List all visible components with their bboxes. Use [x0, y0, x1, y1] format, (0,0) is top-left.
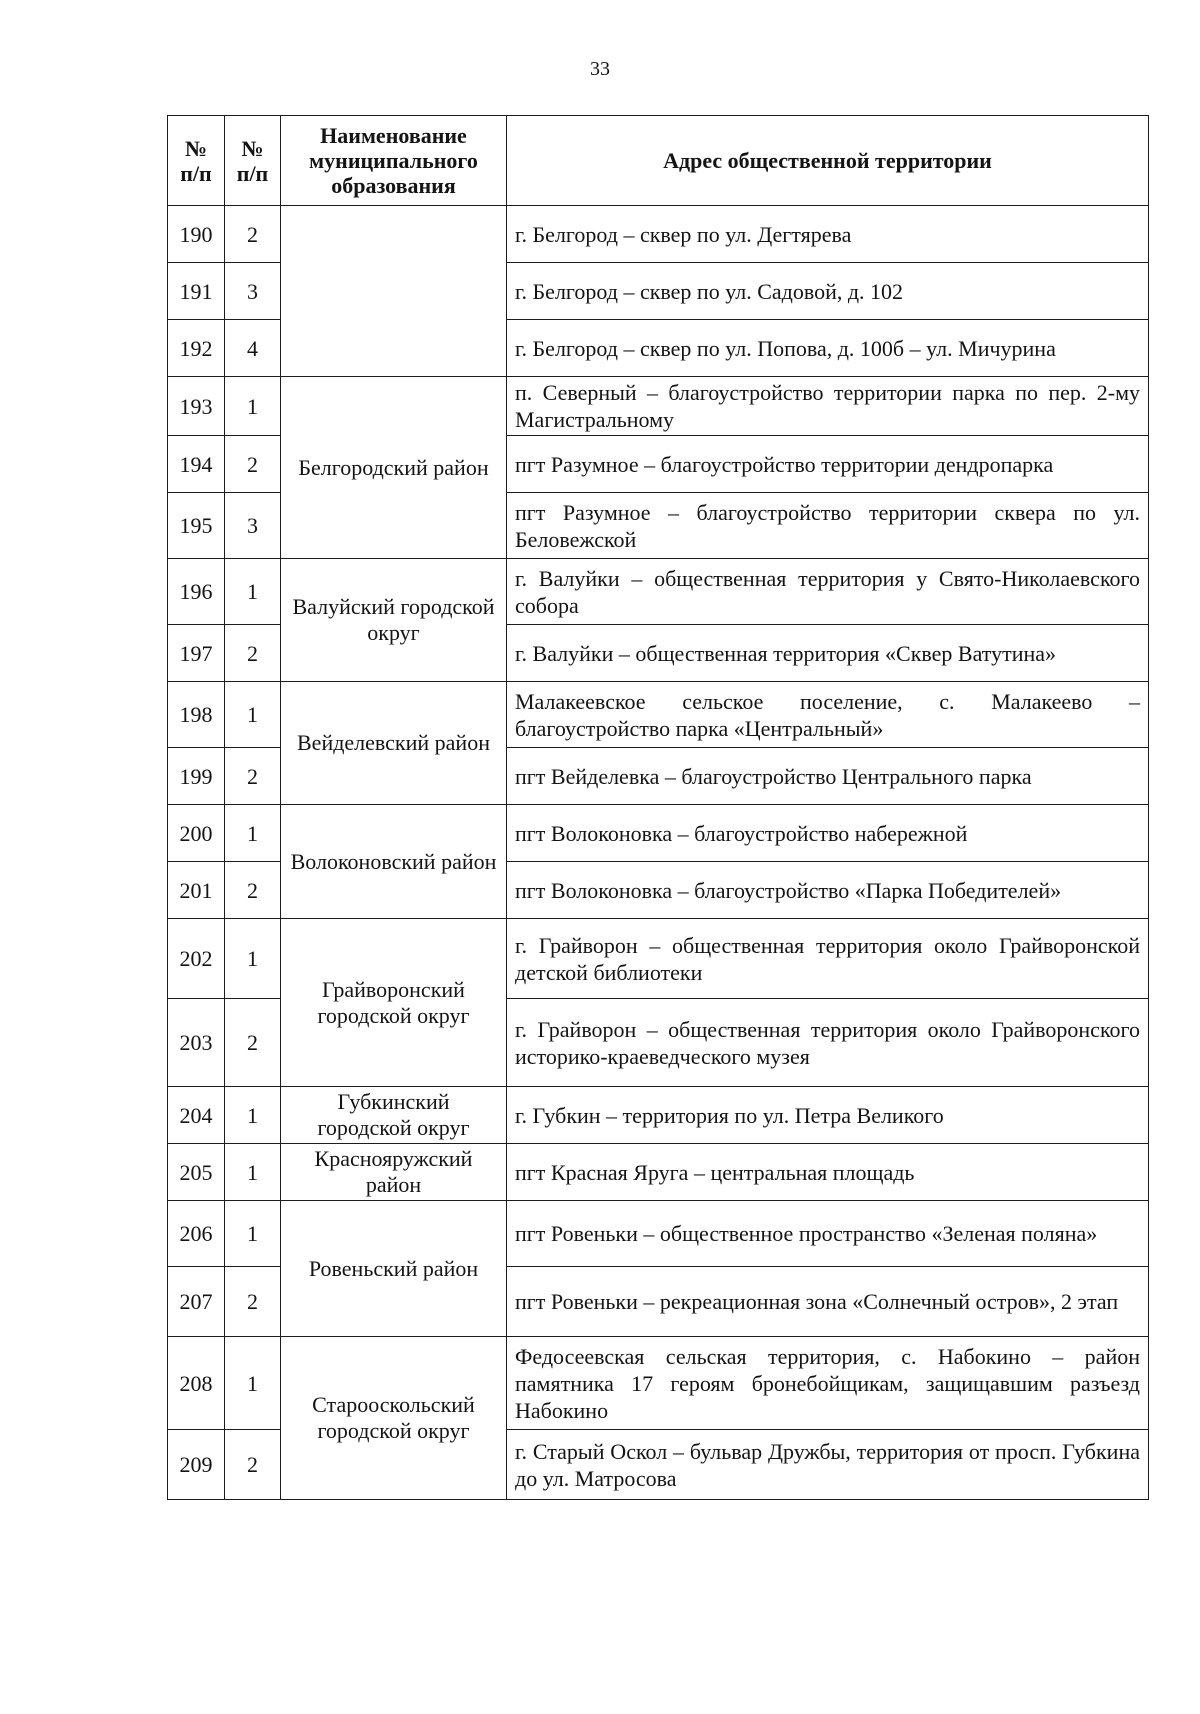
- address-cell: г. Старый Оскол – бульвар Дружбы, территория от просп. Губкина до ул. Матросова: [507, 1430, 1149, 1500]
- municipality-cell: Краснояружский район: [281, 1144, 507, 1201]
- row-sub-number: 2: [225, 999, 281, 1087]
- address-cell: г. Белгород – сквер по ул. Попова, д. 100б – ул. Мичурина: [507, 320, 1149, 377]
- row-number: 201: [168, 862, 225, 919]
- row-sub-number: 1: [225, 377, 281, 436]
- municipality-cell: Вейделевский район: [281, 682, 507, 805]
- row-sub-number: 2: [225, 862, 281, 919]
- table-row: [168, 1201, 1149, 1267]
- row-sub-number: 1: [225, 682, 281, 748]
- row-sub-number: 1: [225, 805, 281, 862]
- address-cell: г. Валуйки – общественная территория у Свято-Николаевского собора: [507, 559, 1149, 625]
- row-sub-number: 2: [225, 436, 281, 493]
- row-number: 202: [168, 919, 225, 999]
- row-number: 197: [168, 625, 225, 682]
- page-number: 33: [590, 58, 610, 80]
- row-number: 208: [168, 1337, 225, 1430]
- address-cell: г. Губкин – территория по ул. Петра Великого: [507, 1087, 1149, 1144]
- row-sub-number: 1: [225, 1337, 281, 1430]
- row-sub-number: 2: [225, 1267, 281, 1337]
- row-sub-number: 2: [225, 206, 281, 263]
- row-sub-number: 2: [225, 625, 281, 682]
- address-cell: г. Грайворон – общественная территория около Грайворонского историко-краеведческого музея: [507, 999, 1149, 1087]
- row-number: 203: [168, 999, 225, 1087]
- row-sub-number: 1: [225, 1144, 281, 1201]
- address-cell: пгт Вейделевка – благоустройство Центрального парка: [507, 748, 1149, 805]
- address-cell: Федосеевская сельская территория, с. Набокино – район памятника 17 героям бронебойщикам, защищавшим разъезд Набокино: [507, 1337, 1149, 1430]
- table-row: [168, 1144, 1149, 1201]
- address-cell: пгт Разумное – благоустройство территории сквера по ул. Беловежской: [507, 493, 1149, 559]
- row-number: 192: [168, 320, 225, 377]
- header-municipality: Наименование муниципального образования: [281, 116, 507, 206]
- table-row: [168, 206, 1149, 263]
- address-cell: пгт Ровеньки – рекреационная зона «Солнечный остров», 2 этап: [507, 1267, 1149, 1337]
- row-number: 206: [168, 1201, 225, 1267]
- municipality-cell: Старооскольский городской округ: [281, 1337, 507, 1500]
- row-number: 205: [168, 1144, 225, 1201]
- address-cell: пгт Ровеньки – общественное пространство «Зеленая поляна»: [507, 1201, 1149, 1267]
- municipality-cell: Белгородский район: [281, 377, 507, 559]
- municipality-cell: Волоконовский район: [281, 805, 507, 919]
- row-number: 190: [168, 206, 225, 263]
- address-cell: пгт Волоконовка – благоустройство «Парка Победителей»: [507, 862, 1149, 919]
- municipality-cell: Валуйский городской округ: [281, 559, 507, 682]
- address-cell: г. Белгород – сквер по ул. Садовой, д. 102: [507, 263, 1149, 320]
- table-row: [168, 1337, 1149, 1430]
- row-sub-number: 1: [225, 559, 281, 625]
- address-cell: г. Валуйки – общественная территория «Сквер Ватутина»: [507, 625, 1149, 682]
- address-cell: пгт Волоконовка – благоустройство набережной: [507, 805, 1149, 862]
- row-number: 193: [168, 377, 225, 436]
- row-sub-number: 3: [225, 263, 281, 320]
- header-sub-num: № п/п: [225, 116, 281, 206]
- municipality-cell: [281, 206, 507, 377]
- row-sub-number: 1: [225, 919, 281, 999]
- row-number: 204: [168, 1087, 225, 1144]
- header-address: Адрес общественной территории: [507, 116, 1149, 206]
- municipality-cell: Ровеньский район: [281, 1201, 507, 1337]
- row-sub-number: 4: [225, 320, 281, 377]
- address-cell: г. Белгород – сквер по ул. Дегтярева: [507, 206, 1149, 263]
- address-cell: г. Грайворон – общественная территория около Грайворонской детской библиотеки: [507, 919, 1149, 999]
- address-cell: пгт Разумное – благоустройство территории дендропарка: [507, 436, 1149, 493]
- table-row: [168, 1087, 1149, 1144]
- table-row: [168, 682, 1149, 748]
- row-number: 199: [168, 748, 225, 805]
- table-row: [168, 805, 1149, 862]
- address-cell: пгт Красная Яруга – центральная площадь: [507, 1144, 1149, 1201]
- row-sub-number: 3: [225, 493, 281, 559]
- address-cell: п. Северный – благоустройство территории парка по пер. 2-му Магистральному: [507, 377, 1149, 436]
- row-number: 207: [168, 1267, 225, 1337]
- table-row: [168, 919, 1149, 999]
- address-cell: Малакеевское сельское поселение, с. Малакеево – благоустройство парка «Центральный»: [507, 682, 1149, 748]
- row-sub-number: 1: [225, 1201, 281, 1267]
- municipality-cell: Грайворонский городской округ: [281, 919, 507, 1087]
- municipality-cell: Губкинский городской округ: [281, 1087, 507, 1144]
- row-number: 196: [168, 559, 225, 625]
- row-number: 209: [168, 1430, 225, 1500]
- row-number: 200: [168, 805, 225, 862]
- table-row: [168, 377, 1149, 436]
- row-number: 195: [168, 493, 225, 559]
- public-territories-table: [167, 115, 1149, 1500]
- row-number: 198: [168, 682, 225, 748]
- row-sub-number: 2: [225, 1430, 281, 1500]
- table-header-row: [168, 116, 1149, 206]
- table-row: [168, 559, 1149, 625]
- table-body: [168, 206, 1149, 1500]
- header-num: № п/п: [168, 116, 225, 206]
- row-sub-number: 2: [225, 748, 281, 805]
- row-number: 191: [168, 263, 225, 320]
- row-number: 194: [168, 436, 225, 493]
- row-sub-number: 1: [225, 1087, 281, 1144]
